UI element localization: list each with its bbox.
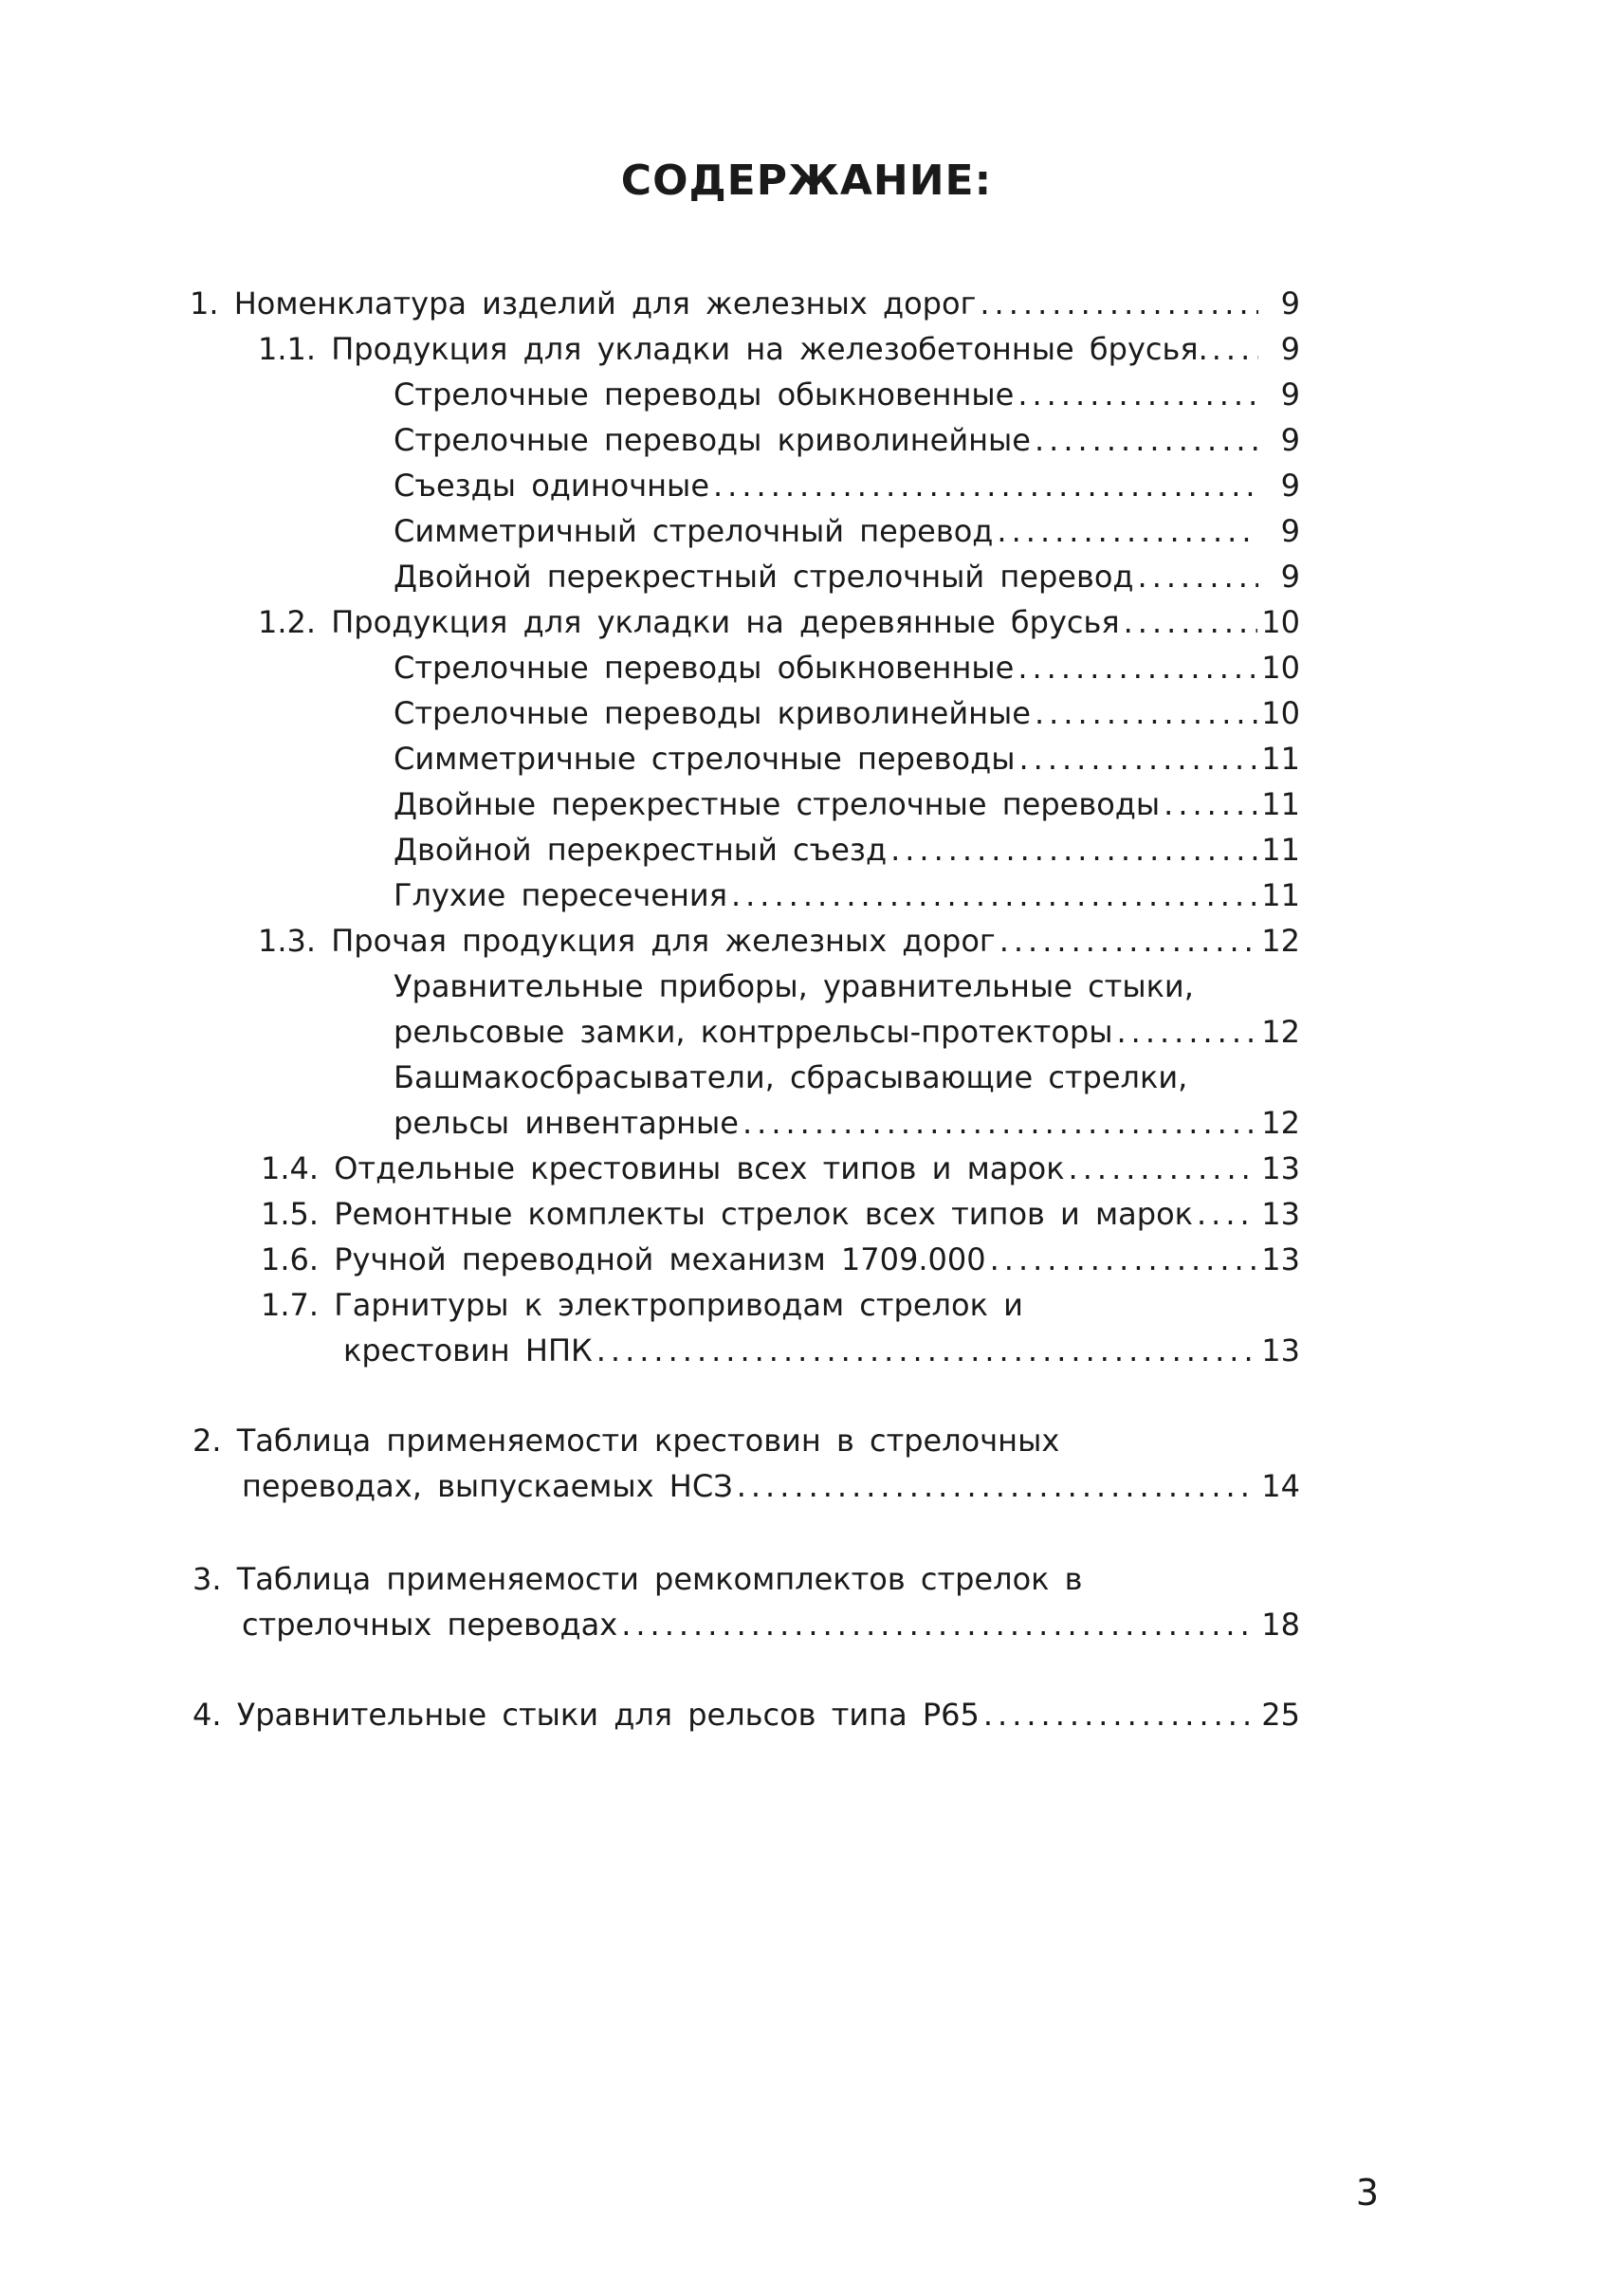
toc-entry-label: крестовин НПК bbox=[343, 1332, 593, 1368]
leader-dots bbox=[1124, 601, 1258, 643]
toc-entry[interactable] bbox=[394, 692, 1300, 734]
toc-entry-page: 11 bbox=[1261, 741, 1300, 777]
toc-entry[interactable] bbox=[192, 1694, 1300, 1736]
leader-dots bbox=[596, 1330, 1258, 1371]
toc-entry-page: 10 bbox=[1261, 604, 1300, 640]
toc-entry-label: 1.1. Продукция для укладки на железобетонные брусья. bbox=[258, 331, 1208, 367]
toc-entry-page: 9 bbox=[1280, 377, 1300, 413]
toc-entry-page: 10 bbox=[1261, 695, 1300, 731]
toc-entry[interactable] bbox=[394, 783, 1300, 825]
leader-dots bbox=[1212, 328, 1258, 370]
leader-dots bbox=[1018, 738, 1257, 780]
page-title: СОДЕРЖАНИЕ: bbox=[620, 156, 993, 205]
toc-entry-label: Стрелочные переводы криволинейные bbox=[394, 422, 1031, 458]
toc-entry-label: 4. Уравнительные стыки для рельсов типа Р65 bbox=[192, 1697, 980, 1733]
leader-dots bbox=[997, 510, 1258, 552]
leader-dots bbox=[890, 829, 1257, 871]
leader-dots bbox=[980, 283, 1258, 324]
toc-entry[interactable] bbox=[394, 1011, 1300, 1053]
toc-entry-label: Двойные перекрестные стрелочные переводы bbox=[394, 786, 1161, 822]
toc-entry-label[interactable]: 3. Таблица применяемости ремкомплектов стрелок в bbox=[192, 1561, 1083, 1597]
toc-entry[interactable] bbox=[261, 1193, 1300, 1235]
toc-entry-page: 25 bbox=[1261, 1697, 1300, 1733]
toc-entry-label: Съезды одиночные bbox=[394, 468, 709, 504]
toc-entry[interactable] bbox=[394, 738, 1300, 780]
toc-entry-label: Симметричный стрелочный перевод bbox=[394, 513, 994, 549]
leader-dots bbox=[1017, 374, 1258, 415]
toc-entry-page: 9 bbox=[1280, 559, 1300, 595]
toc-entry-label: Глухие пересечения bbox=[394, 877, 727, 913]
toc-entry[interactable] bbox=[190, 283, 1300, 324]
toc-entry[interactable] bbox=[258, 920, 1300, 962]
toc-entry-label: 1.3. Прочая продукция для железных дорог bbox=[258, 923, 996, 959]
leader-dots bbox=[1017, 647, 1257, 689]
toc-entry-label: Стрелочные переводы обыкновенные bbox=[394, 377, 1015, 413]
leader-dots bbox=[1138, 556, 1258, 597]
toc-entry-label: рельсы инвентарные bbox=[394, 1105, 739, 1141]
toc-entry-page: 12 bbox=[1261, 923, 1300, 959]
toc-entry[interactable] bbox=[261, 1148, 1300, 1189]
toc-entry-label: 1.6. Ручной переводной механизм 1709.000 bbox=[261, 1241, 986, 1277]
toc-entry[interactable] bbox=[394, 465, 1300, 506]
toc-entry-page: 11 bbox=[1261, 832, 1300, 868]
leader-dots bbox=[621, 1604, 1257, 1645]
toc-entry-page: 14 bbox=[1261, 1468, 1300, 1504]
toc-entry-page: 13 bbox=[1261, 1150, 1300, 1186]
toc-entry[interactable] bbox=[258, 601, 1300, 643]
toc-entry-page: 9 bbox=[1280, 331, 1300, 367]
toc-entry[interactable] bbox=[258, 328, 1300, 370]
toc-entry-page: 11 bbox=[1261, 786, 1300, 822]
toc-entry[interactable] bbox=[242, 1604, 1300, 1645]
toc-entry[interactable] bbox=[394, 1102, 1300, 1144]
toc-entry[interactable] bbox=[394, 374, 1300, 415]
toc-entry-label: Стрелочные переводы криволинейные bbox=[394, 695, 1031, 731]
leader-dots bbox=[990, 1239, 1258, 1280]
toc-entry[interactable] bbox=[394, 874, 1300, 916]
page-number: 3 bbox=[1355, 2172, 1379, 2213]
toc-entry[interactable] bbox=[394, 829, 1300, 871]
toc-entry-page: 13 bbox=[1261, 1241, 1300, 1277]
toc-entry-label[interactable]: Башмакосбрасыватели, сбрасывающие стрелки, bbox=[394, 1059, 1188, 1095]
toc-entry[interactable] bbox=[343, 1330, 1300, 1371]
toc-entry-page: 18 bbox=[1261, 1607, 1300, 1643]
leader-dots bbox=[737, 1465, 1258, 1507]
leader-dots bbox=[742, 1102, 1257, 1144]
toc-entry-label: Двойной перекрестный съезд bbox=[394, 832, 888, 868]
leader-dots bbox=[1197, 1193, 1257, 1235]
toc-entry-label: Стрелочные переводы обыкновенные bbox=[394, 650, 1015, 686]
toc-entry-label[interactable]: 2. Таблица применяемости крестовин в стрелочных bbox=[192, 1423, 1060, 1459]
leader-dots bbox=[1035, 692, 1257, 734]
toc-entry[interactable] bbox=[261, 1239, 1300, 1280]
toc-entry-page: 11 bbox=[1261, 877, 1300, 913]
toc-entry-label: 1.4. Отдельные крестовины всех типов и марок bbox=[261, 1150, 1065, 1186]
toc-entry-page: 10 bbox=[1261, 650, 1300, 686]
leader-dots bbox=[713, 465, 1258, 506]
toc-entry[interactable] bbox=[394, 419, 1300, 461]
toc-entry-page: 9 bbox=[1280, 468, 1300, 504]
leader-dots bbox=[1035, 419, 1258, 461]
toc-entry[interactable] bbox=[394, 647, 1300, 689]
toc-entry-page: 9 bbox=[1280, 422, 1300, 458]
toc-entry-label: переводах, выпускаемых НСЗ bbox=[242, 1468, 733, 1504]
toc-entry-label[interactable]: 1.7. Гарнитуры к электроприводам стрелок и bbox=[261, 1287, 1023, 1323]
toc-entry-label: рельсовые замки, контррельсы-протекторы bbox=[394, 1014, 1113, 1050]
toc-entry-label: 1.5. Ремонтные комплекты стрелок всех типов и марок bbox=[261, 1196, 1193, 1232]
toc-entry-page: 12 bbox=[1261, 1105, 1300, 1141]
leader-dots bbox=[1116, 1011, 1257, 1053]
leader-dots bbox=[1164, 783, 1257, 825]
toc-entry-label[interactable]: Уравнительные приборы, уравнительные стыки, bbox=[394, 968, 1194, 1004]
toc-entry-page: 13 bbox=[1261, 1196, 1300, 1232]
leader-dots bbox=[1069, 1148, 1258, 1189]
leader-dots bbox=[999, 920, 1258, 962]
toc-entry-label: 1.2. Продукция для укладки на деревянные брусья bbox=[258, 604, 1120, 640]
toc-entry-label: 1. Номенклатура изделий для железных дорог bbox=[190, 285, 977, 321]
toc-entry-label: стрелочных переводах bbox=[242, 1607, 618, 1643]
toc-entry-label: Симметричные стрелочные переводы bbox=[394, 741, 1016, 777]
toc-entry-page: 13 bbox=[1261, 1332, 1300, 1368]
toc-entry[interactable] bbox=[394, 510, 1300, 552]
toc-entry-page: 12 bbox=[1261, 1014, 1300, 1050]
toc-entry-label: Двойной перекрестный стрелочный перевод bbox=[394, 559, 1134, 595]
toc-entry-page: 9 bbox=[1280, 513, 1300, 549]
leader-dots bbox=[983, 1694, 1257, 1736]
leader-dots bbox=[731, 874, 1257, 916]
toc-entry[interactable] bbox=[394, 556, 1300, 597]
toc-entry[interactable] bbox=[242, 1465, 1300, 1507]
toc-entry-page: 9 bbox=[1280, 285, 1300, 321]
